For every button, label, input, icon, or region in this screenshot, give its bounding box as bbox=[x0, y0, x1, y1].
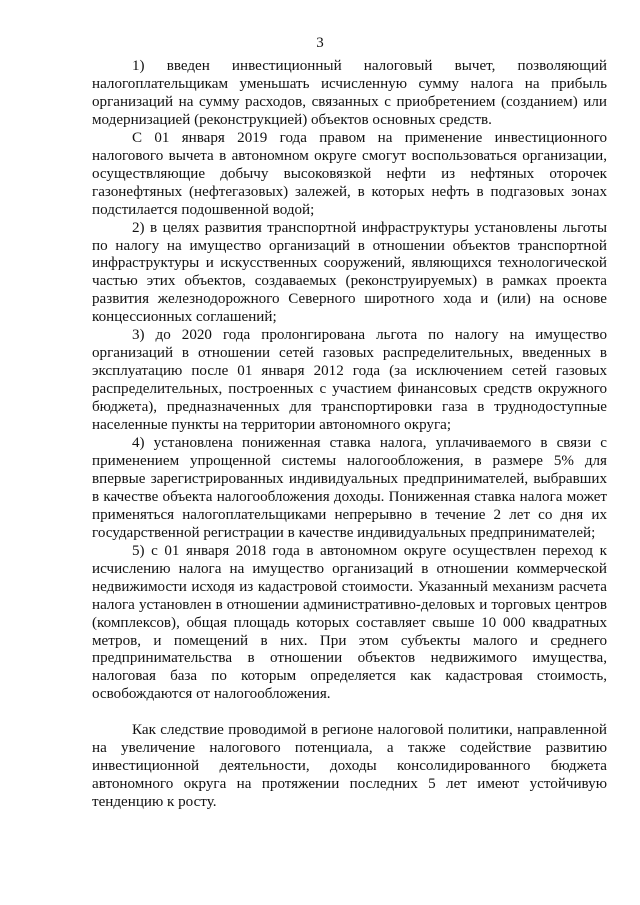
paragraph-gas-networks: 3) до 2020 года пролонгирована льгота по налогу на имущество организаций в отношении сетей газовых распределительных, введенных в эксплуатацию после 01 января 2012 года (за исключением сетей газовых распределительных, построенных с участием финансовых средств окружного бюджета), предназначенных для транспортировки газа в труднодоступные населенные пункты на территории автономного округа; bbox=[92, 327, 607, 434]
paragraph-cadastral-value: 5) с 01 января 2018 года в автономном округе осуществлен переход к исчислению налога на имущество организаций в отношении коммерческой недвижимости исходя из кадастровой стоимости. Указанный механизм расчета налога установлен в отношении административно-деловых и торговых центров (комплексов), общая площадь которых составляет свыше 10 000 квадратных метров, и помещений в них. При этом субъекты малого и среднего предпринимательства в отношении объектов недвижимого имущества, налоговая база по которым определяется как кадастровая стоимость, освобождаются от налогообложения. bbox=[92, 542, 607, 703]
paragraph-deduction-eligibility: С 01 января 2019 года правом на применение инвестиционного налогового вычета в автономном округе смогут воспользоваться организации, осуществляющие добычу высоковязкой нефти из нефтяных оторочек газонефтяных (нефтегазовых) залежей, в которых нефть в подгазовых зонах подстилается подошвенной водой; bbox=[92, 129, 607, 218]
paragraph-transport-infrastructure: 2) в целях развития транспортной инфраструктуры установлены льготы по налогу на имущество организаций в отношении объектов транспортной инфраструктуры и искусственных сооружений, являющихся технологической частью этих объектов, создаваемых (реконструируемых) в рамках проекта развития железнодорожного Северного широтного хода и (или) на основе концессионных соглашений; bbox=[92, 219, 607, 326]
paragraph-conclusion: Как следствие проводимой в регионе налоговой политики, направленной на увеличение налогового потенциала, а также содействие развитию инвестиционной деятельности, доходы консолидированного бюджета автономного округа на протяжении последних 5 лет имеют устойчивую тенденцию к росту. bbox=[92, 722, 607, 811]
paragraph-investment-deduction: 1) введен инвестиционный налоговый вычет, позволяющий налогоплательщикам уменьшать исчисленную сумму налога на прибыль организаций на сумму расходов, связанных с приобретением (созданием) или модернизацией (реконструкцией) объектов основных средств. bbox=[92, 58, 607, 128]
paragraph-simplified-tax-rate: 4) установлена пониженная ставка налога, уплачиваемого в связи с применением упрощенной системы налогообложения, в размере 5% для впервые зарегистрированных индивидуальных предпринимателей, выбравших в качестве объекта налогообложения доходы. Пониженная ставка налога может применяться налогоплательщиками непрерывно в течение 2 лет со дня их государственной регистрации в качестве индивидуальных предпринимателей; bbox=[92, 435, 607, 541]
document-body bbox=[92, 58, 607, 812]
page-number: 3 bbox=[316, 35, 324, 51]
